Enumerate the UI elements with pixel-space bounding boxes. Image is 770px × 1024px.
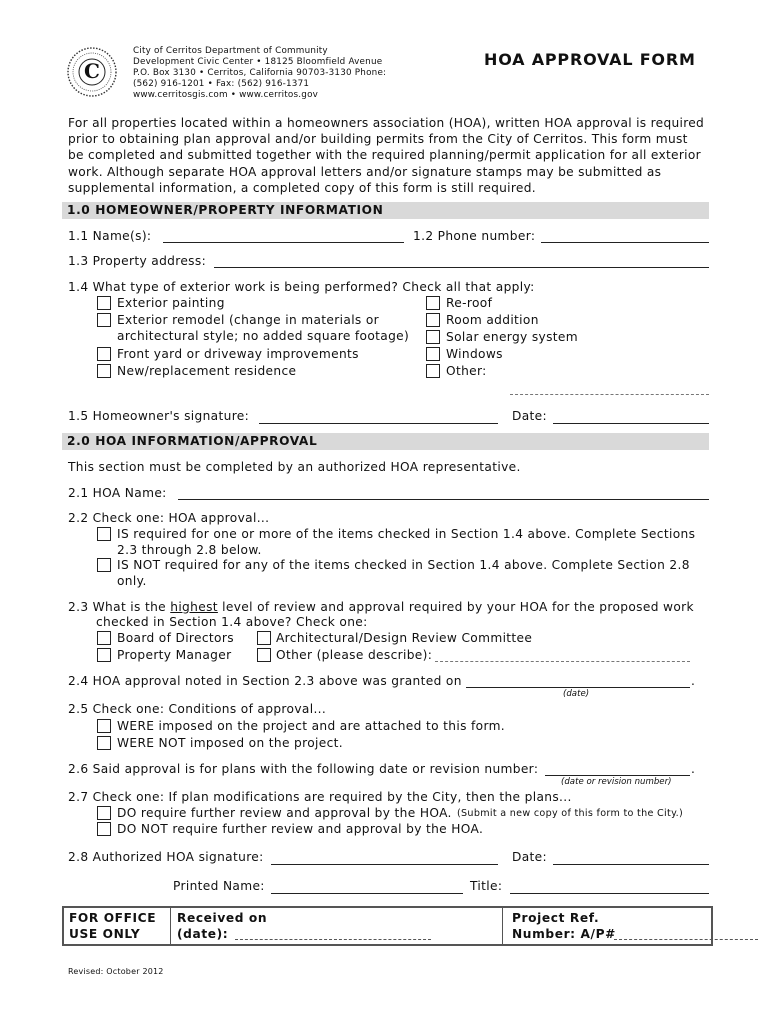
printed-name-field[interactable]	[271, 893, 463, 894]
intro-line: be completed and submitted together with the required planning/permit application for all exterior	[68, 148, 701, 163]
hoa-name-label: 2.1 HOA Name:	[68, 486, 167, 500]
q23-emphasis: highest	[170, 600, 218, 614]
seal-letter: C	[84, 59, 100, 83]
q25-label: 2.5 Check one: Conditions of approval...	[68, 702, 327, 716]
intro-line: prior to obtaining plan approval and/or building permits from the City of Cerritos. This form must	[68, 132, 688, 147]
hoa-date-field[interactable]	[553, 864, 709, 865]
checkbox-approval-not-required[interactable]	[97, 558, 111, 572]
checkbox-other[interactable]	[426, 364, 440, 378]
q24-label: 2.4 HOA approval noted in Section 2.3 above was granted on	[68, 674, 462, 688]
option-property-manager: Property Manager	[117, 648, 232, 662]
option-exterior-painting: Exterior painting	[117, 296, 225, 310]
q23-label	[68, 600, 694, 614]
intro-line: supplemental information, a completed copy of this form is still required.	[68, 180, 536, 195]
intro-paragraph	[68, 115, 704, 196]
checkbox-windows[interactable]	[426, 347, 440, 361]
q26-label: 2.6 Said approval is for plans with the following date or revision number:	[68, 762, 539, 776]
received-cell	[171, 908, 503, 944]
office-use-label-1: FOR OFFICE	[69, 911, 157, 925]
revision-number-field[interactable]	[545, 775, 690, 776]
checkbox-approval-required[interactable]	[97, 527, 111, 541]
approval-not-required-text-cont: only.	[117, 574, 147, 588]
title-label: Title:	[470, 879, 503, 893]
option-design-review: Architectural/Design Review Committee	[276, 631, 533, 645]
dept-line: Development Civic Center • 18125 Bloomfield Avenue	[133, 57, 383, 67]
other-review-field[interactable]	[435, 661, 690, 662]
intro-line: For all properties located within a homeowners association (HOA), written HOA approval is required	[68, 116, 705, 130]
project-label-2: Number: A/P#	[512, 927, 616, 941]
approval-not-required-text: IS NOT required for any of the items checked in Section 1.4 above. Complete Section 2.8	[117, 558, 690, 572]
phone-label: 1.2 Phone number:	[413, 229, 536, 243]
q23-pre: 2.3 What is the	[68, 600, 171, 614]
section-1-header	[62, 202, 709, 219]
other-field[interactable]	[510, 394, 709, 395]
project-cell	[503, 908, 709, 944]
option-other: Other:	[446, 364, 487, 378]
checkbox-front-yard[interactable]	[97, 347, 111, 361]
checkbox-board-of-directors[interactable]	[97, 631, 111, 645]
project-label-1: Project Ref.	[512, 911, 600, 925]
checkbox-room-addition[interactable]	[426, 313, 440, 327]
approval-required-text-cont: 2.3 through 2.8 below.	[117, 543, 262, 557]
title-field[interactable]	[510, 893, 709, 894]
names-field[interactable]	[163, 242, 404, 243]
q23-label-cont: checked in Section 1.4 above? Check one:	[96, 615, 368, 629]
conditions-imposed-text: WERE imposed on the project and are attached to this form.	[117, 719, 506, 733]
checkbox-conditions-not-imposed[interactable]	[97, 736, 111, 750]
office-use-label-2: USE ONLY	[69, 927, 141, 941]
office-use-cell	[64, 908, 171, 944]
option-other-review: Other (please describe):	[276, 648, 433, 662]
conditions-not-imposed-text: WERE NOT imposed on the project.	[117, 736, 344, 750]
phone-field[interactable]	[541, 242, 709, 243]
checkbox-exterior-painting[interactable]	[97, 296, 111, 310]
homeowner-date-field[interactable]	[553, 423, 709, 424]
dept-line: P.O. Box 3130 • Cerritos, California 90703-3130 Phone:	[133, 68, 387, 78]
checkbox-further-review[interactable]	[97, 806, 111, 820]
section-1-title: 1.0 HOMEOWNER/PROPERTY INFORMATION	[67, 203, 384, 217]
address-label: 1.3 Property address:	[68, 254, 207, 268]
homeowner-signature-field[interactable]	[259, 423, 498, 424]
approval-date-field[interactable]	[466, 687, 690, 688]
checkbox-conditions-imposed[interactable]	[97, 719, 111, 733]
hoa-date-label: Date:	[512, 850, 547, 864]
section-2-intro: This section must be completed by an authorized HOA representative.	[68, 460, 521, 474]
option-front-yard: Front yard or driveway improvements	[117, 347, 359, 361]
revised-date: Revised: October 2012	[68, 967, 164, 976]
further-review-text: DO require further review and approval by the HOA.	[117, 806, 452, 820]
option-board-of-directors: Board of Directors	[117, 631, 234, 645]
form-title: HOA APPROVAL FORM	[484, 50, 696, 69]
hoa-signature-label: 2.8 Authorized HOA signature:	[68, 850, 264, 864]
option-windows: Windows	[446, 347, 503, 361]
received-date-field[interactable]	[235, 939, 431, 940]
approval-required-text: IS required for one or more of the items checked in Section 1.4 above. Complete Sections	[117, 527, 696, 541]
q24-period: .	[691, 674, 696, 688]
checkbox-design-review[interactable]	[257, 631, 271, 645]
intro-line: work. Although separate HOA approval letters and/or signature stamps may be submitted as	[68, 164, 662, 179]
homeowner-date-label: Date:	[512, 409, 547, 423]
further-review-note: (Submit a new copy of this form to the City.)	[457, 808, 684, 819]
approval-date-note: (date)	[563, 689, 590, 699]
checkbox-solar-energy[interactable]	[426, 330, 440, 344]
q22-label: 2.2 Check one: HOA approval...	[68, 511, 270, 525]
option-solar-energy: Solar energy system	[446, 330, 578, 344]
work-question: 1.4 What type of exterior work is being performed? Check all that apply:	[68, 280, 535, 294]
hoa-name-field[interactable]	[178, 499, 709, 500]
option-room-addition: Room addition	[446, 313, 539, 327]
received-label-2: (date):	[177, 927, 229, 941]
printed-name-label: Printed Name:	[173, 879, 265, 893]
option-re-roof: Re-roof	[446, 296, 493, 310]
section-2-title: 2.0 HOA INFORMATION/APPROVAL	[67, 434, 318, 448]
names-label: 1.1 Name(s):	[68, 229, 152, 243]
dept-line: City of Cerritos Department of Community	[133, 46, 328, 56]
homeowner-signature-label: 1.5 Homeowner's signature:	[68, 409, 250, 423]
dept-line: (562) 916-1201 • Fax: (562) 916-1371	[133, 79, 310, 89]
address-field[interactable]	[214, 267, 709, 268]
checkbox-re-roof[interactable]	[426, 296, 440, 310]
dept-line: www.cerritosgis.com • www.cerritos.gov	[133, 90, 319, 100]
checkbox-other-review[interactable]	[257, 648, 271, 662]
received-label-1: Received on	[177, 911, 268, 925]
option-exterior-remodel-cont: architectural style; no added square footage)	[117, 329, 410, 343]
project-number-field[interactable]	[614, 939, 758, 940]
q23-post: level of review and approval required by your HOA for the proposed work	[217, 600, 694, 614]
q27-label: 2.7 Check one: If plan modifications are required by the City, then the plans...	[68, 790, 572, 804]
option-new-residence: New/replacement residence	[117, 364, 297, 378]
option-exterior-remodel: Exterior remodel (change in materials or	[117, 313, 380, 327]
city-seal	[66, 46, 118, 98]
revision-number-note: (date or revision number)	[561, 777, 672, 787]
section-2-header	[62, 433, 709, 450]
no-further-review-text: DO NOT require further review and approval by the HOA.	[117, 822, 484, 836]
checkbox-new-residence[interactable]	[97, 364, 111, 378]
q26-period: .	[691, 762, 696, 776]
office-use-box	[62, 906, 713, 946]
checkbox-property-manager[interactable]	[97, 648, 111, 662]
hoa-signature-field[interactable]	[271, 864, 498, 865]
checkbox-exterior-remodel[interactable]	[97, 313, 111, 327]
department-address	[133, 46, 386, 101]
checkbox-no-further-review[interactable]	[97, 822, 111, 836]
